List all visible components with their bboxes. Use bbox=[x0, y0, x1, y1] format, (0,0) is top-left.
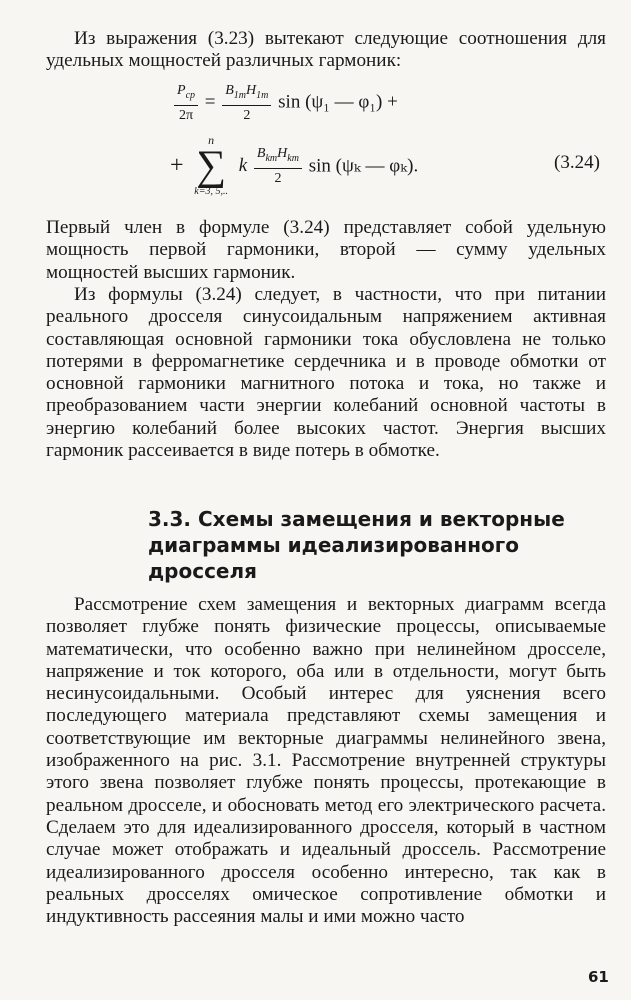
summation-symbol: n ∑ k=3, 5,.. bbox=[194, 133, 228, 197]
page-number: 61 bbox=[588, 968, 609, 986]
intro-paragraph: Из выражения (3.23) вытекают следующие соотношения для удельных мощностей различных гармоник: bbox=[46, 28, 606, 72]
second-term-sine: sin (ψₖ — φₖ). bbox=[308, 155, 419, 177]
equation-number: (3.24) bbox=[554, 152, 600, 173]
section-heading: 3.3. Схемы замещения и векторные диаграммы идеализированного дросселя bbox=[148, 507, 565, 583]
paragraph-schemes: Рассмотрение схем замещения и векторных диаграмм всегда позволяет глубже понять физические процессы, описываемые математически, что особенно важно при нелинейном дросселе, напряжение и ток которого, оба или в отдельности, могут быть несинусоидальными. Особый интерес для уяснения всего последующего материала представляют схемы замещения и соответствующие им векторные диаграммы нелинейного звена, изображенного на рис. 3.1. Рассмотрение внутренней структуры этого звена позволяет глубже понять процессы, протекающие в реальном дросселе, и обосновать метод его электрического расчета. Сделаем это для идеализированного дросселя, который в частном случае может отображать и идеальный дроссель. Рассмотрение идеализированного дросселя особенно интересно, так как в реальных дросселях омическое сопротивление обмотки и индуктивность рассеяния малы и ими можно часто bbox=[46, 594, 606, 928]
paragraph-first-term: Первый член в формуле (3.24) представляет собой удельную мощность первой гармоники, второй — сумму удельных мощностей высших гармоник. bbox=[46, 217, 606, 283]
lhs-fraction: $\frac{P_{ср}}{2\pi}$ bbox=[174, 82, 198, 124]
paragraph-consequence: Из формулы (3.24) следует, в частности, что при питании реального дросселя синусоидальным напряжением активная составляющая основной гармоники тока обусловлена не только потерями в ферромагнетике сердечника и в проводе обмотки от основной гармоники магнитного потока и тока, но также и преобразованием части энергии колебаний основной частоты в энергию колебаний более высоких частот. Энергия высших гармоник рассеивается в виде потерь в обмотке. bbox=[46, 284, 606, 462]
first-term-sine: sin (ψ₁ — φ₁) + bbox=[278, 91, 398, 113]
formula-line-2: + n ∑ k=3, 5,.. k $\frac{B_{km}H_{km}}{2}$ sin (ψₖ — φₖ). bbox=[170, 133, 419, 197]
formula-line-1: $\frac{P_{ср}}{2\pi}$ = $\frac{B_{1m}H_{1m}}{2}$ sin (ψ₁ — φ₁) + bbox=[172, 82, 398, 124]
second-term-fraction: $\frac{B_{km}H_{km}}{2}$ bbox=[254, 145, 302, 187]
first-term-fraction: $\frac{B_{1m}H_{1m}}{2}$ bbox=[222, 82, 271, 124]
